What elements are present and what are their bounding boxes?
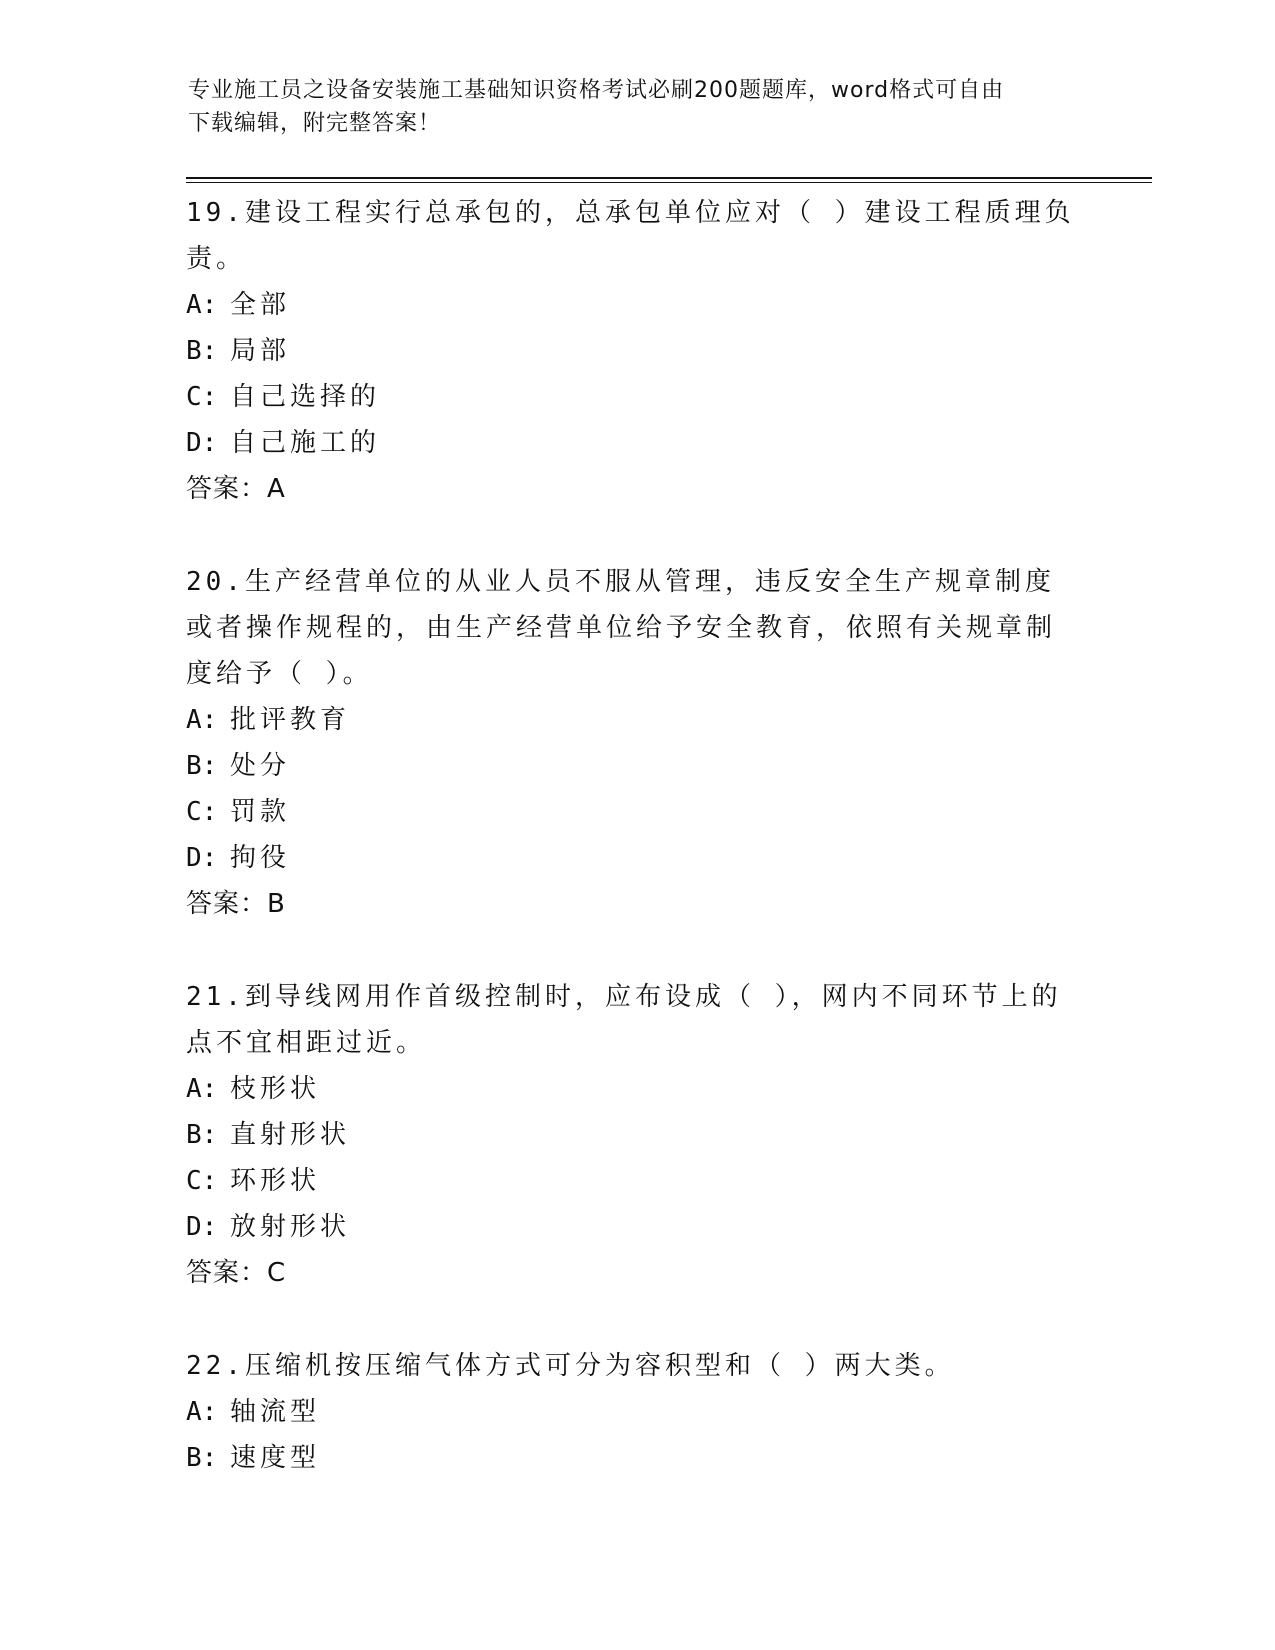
question-text: 20.生产经营单位的从业人员不服从管理，违反安全生产规章制度或者操作规程的，由生产经营单位给予安全教育，依照有关规章制度给予（ ）。 — [186, 567, 1057, 689]
option-label: D: — [186, 1212, 218, 1242]
option-b — [186, 1112, 1086, 1158]
option-label: A: — [186, 705, 218, 735]
option-text: 轴流型 — [230, 1397, 321, 1427]
option-text: 拘役 — [230, 843, 291, 873]
option-text: 批评教育 — [230, 705, 351, 735]
option-text: 环形状 — [230, 1166, 321, 1196]
question-text: 21.到导线网用作首级控制时，应布设成（ ），网内不同环节上的点不宜相距过近。 — [186, 982, 1062, 1058]
option-label: C: — [186, 382, 218, 412]
option-text: 罚款 — [230, 797, 291, 827]
answer-line: 答案：A — [186, 474, 286, 504]
option-d — [186, 835, 1086, 881]
option-d — [186, 1204, 1086, 1250]
option-b — [186, 743, 1086, 789]
option-text: 处分 — [230, 751, 291, 781]
option-label: A: — [186, 1397, 218, 1427]
option-c — [186, 789, 1086, 835]
option-label: C: — [186, 797, 218, 827]
answer-line: 答案：C — [186, 1258, 287, 1288]
option-label: A: — [186, 1074, 218, 1104]
question-text: 19.建设工程实行总承包的，总承包单位应对（ ）建设工程质理负责。 — [186, 198, 1075, 274]
option-a — [186, 697, 1086, 743]
question-text: 22.压缩机按压缩气体方式可分为容积型和（ ）两大类。 — [186, 1351, 955, 1381]
question-19 — [186, 190, 1086, 512]
option-text: 自己选择的 — [230, 382, 381, 412]
question-22 — [186, 1343, 1086, 1481]
option-a — [186, 1389, 1086, 1435]
option-label: C: — [186, 1166, 218, 1196]
option-label: D: — [186, 428, 218, 458]
question-20 — [186, 559, 1086, 927]
option-label: A: — [186, 290, 218, 320]
option-label: B: — [186, 751, 218, 781]
header-divider-thin — [186, 182, 1152, 183]
option-text: 枝形状 — [230, 1074, 321, 1104]
option-label: B: — [186, 1443, 218, 1473]
option-label: D: — [186, 843, 218, 873]
question-list — [186, 190, 1086, 1528]
option-text: 局部 — [230, 336, 291, 366]
option-text: 速度型 — [230, 1443, 321, 1473]
header-line-1: 专业施工员之设备安装施工基础知识资格考试必刷200题题库，word格式可自由 — [188, 78, 1005, 103]
header-line-2: 下载编辑，附完整答案！ — [188, 111, 442, 136]
option-b — [186, 1435, 1086, 1481]
option-c — [186, 374, 1086, 420]
header-divider-thick — [186, 177, 1152, 179]
option-text: 直射形状 — [230, 1120, 351, 1150]
option-a — [186, 1066, 1086, 1112]
question-21 — [186, 974, 1086, 1296]
option-label: B: — [186, 1120, 218, 1150]
option-label: B: — [186, 336, 218, 366]
option-text: 放射形状 — [230, 1212, 351, 1242]
option-b — [186, 328, 1086, 374]
option-text: 自己施工的 — [230, 428, 381, 458]
option-c — [186, 1158, 1086, 1204]
option-text: 全部 — [230, 290, 291, 320]
document-header — [188, 74, 1068, 140]
option-a — [186, 282, 1086, 328]
answer-line: 答案：B — [186, 889, 286, 919]
option-d — [186, 420, 1086, 466]
